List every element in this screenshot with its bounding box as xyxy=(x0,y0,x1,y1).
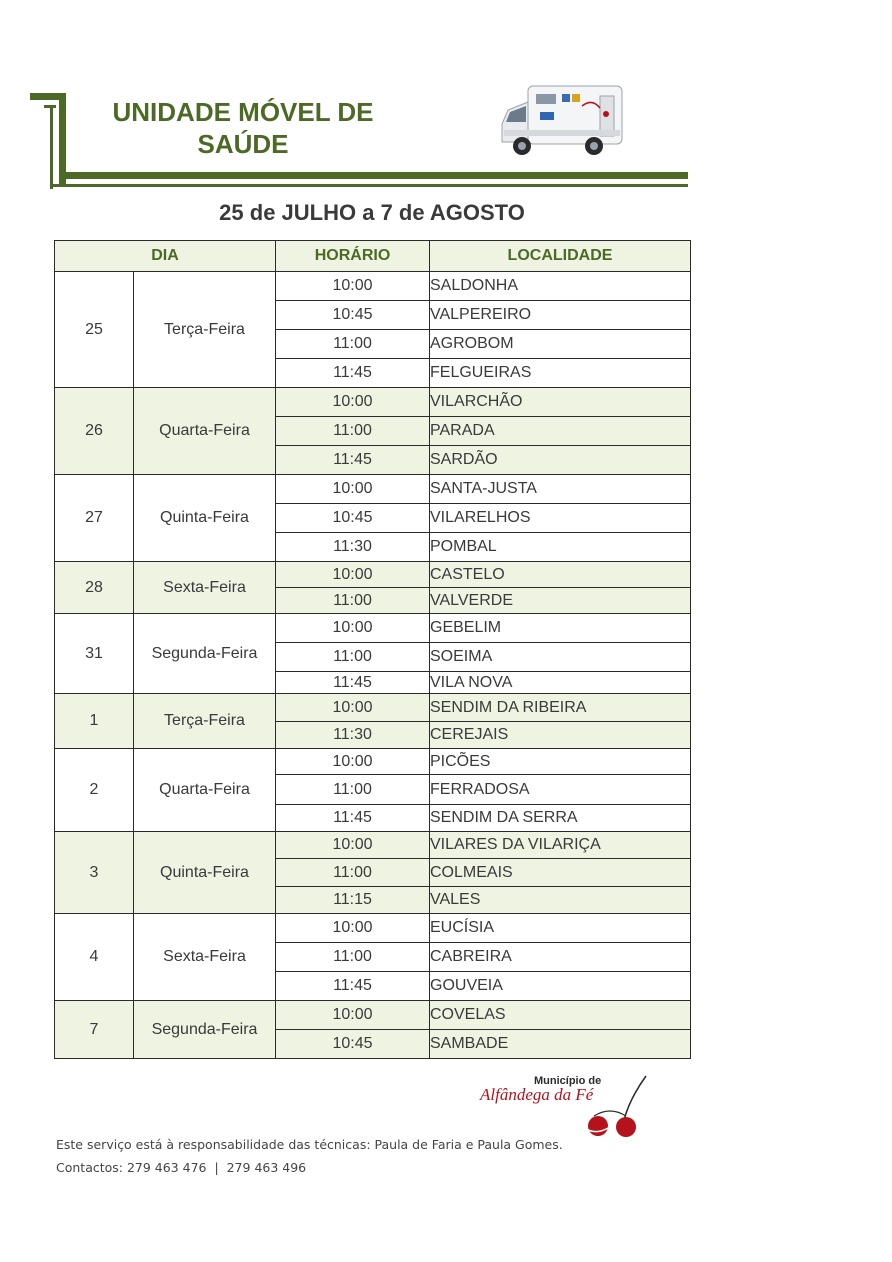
header-frame-left-inner xyxy=(50,105,53,189)
place-cell: GEBELIM xyxy=(430,614,691,643)
weekday: Segunda-Feira xyxy=(134,1001,276,1059)
weekday: Quinta-Feira xyxy=(134,475,276,562)
day-number: 3 xyxy=(55,832,134,914)
place-cell: FELGUEIRAS xyxy=(430,359,691,388)
weekday: Quinta-Feira xyxy=(134,832,276,914)
time-cell: 11:00 xyxy=(276,330,430,359)
weekday: Segunda-Feira xyxy=(134,614,276,694)
place-cell: COVELAS xyxy=(430,1001,691,1030)
weekday: Sexta-Feira xyxy=(134,562,276,614)
place-cell: SENDIM DA SERRA xyxy=(430,805,691,832)
place-cell: CEREJAIS xyxy=(430,722,691,749)
time-cell: 10:45 xyxy=(276,504,430,533)
place-cell: POMBAL xyxy=(430,533,691,562)
footer-contacts: Contactos: 279 463 476 | 279 463 496 xyxy=(56,1160,307,1175)
header-frame-bottom-outer xyxy=(59,172,688,179)
time-cell: 11:30 xyxy=(276,533,430,562)
table-row xyxy=(55,388,691,417)
time-cell: 11:00 xyxy=(276,588,430,614)
time-cell: 10:00 xyxy=(276,749,430,775)
time-cell: 11:00 xyxy=(276,643,430,672)
day-number: 26 xyxy=(55,388,134,475)
place-cell: VILARCHÃO xyxy=(430,388,691,417)
time-cell: 10:45 xyxy=(276,301,430,330)
mobile-health-van-image xyxy=(500,82,626,158)
table-row xyxy=(55,475,691,504)
time-cell: 11:45 xyxy=(276,359,430,388)
document-title-line2: SAÚDE xyxy=(197,129,289,159)
day-number: 7 xyxy=(55,1001,134,1059)
place-cell: VALVERDE xyxy=(430,588,691,614)
time-cell: 11:45 xyxy=(276,805,430,832)
place-cell: CABREIRA xyxy=(430,943,691,972)
place-cell: SOEIMA xyxy=(430,643,691,672)
place-cell: SENDIM DA RIBEIRA xyxy=(430,694,691,722)
time-cell: 10:45 xyxy=(276,1030,430,1059)
time-cell: 10:00 xyxy=(276,388,430,417)
place-cell: CASTELO xyxy=(430,562,691,588)
weekday: Terça-Feira xyxy=(134,272,276,388)
footer-responsibility: Este serviço está à responsabilidade das técnicas: Paula de Faria e Paula Gomes. xyxy=(56,1137,563,1152)
time-cell: 11:00 xyxy=(276,417,430,446)
table-row xyxy=(55,614,691,643)
place-cell: VILA NOVA xyxy=(430,672,691,694)
time-cell: 11:00 xyxy=(276,775,430,805)
place-cell: EUCÍSIA xyxy=(430,914,691,943)
logo-line1: Município de xyxy=(534,1075,602,1087)
schedule-table xyxy=(54,240,691,1059)
document-title-line1: UNIDADE MÓVEL DE xyxy=(112,97,374,127)
place-cell: FERRADOSA xyxy=(430,775,691,805)
day-number: 31 xyxy=(55,614,134,694)
place-cell: PICÕES xyxy=(430,749,691,775)
time-cell: 10:00 xyxy=(276,1001,430,1030)
weekday: Quarta-Feira xyxy=(134,749,276,832)
table-row xyxy=(55,914,691,943)
place-cell: SANTA-JUSTA xyxy=(430,475,691,504)
schedule-body xyxy=(55,272,691,1059)
place-cell: GOUVEIA xyxy=(430,972,691,1001)
time-cell: 10:00 xyxy=(276,272,430,301)
place-cell: VALPEREIRO xyxy=(430,301,691,330)
time-cell: 10:00 xyxy=(276,694,430,722)
day-number: 28 xyxy=(55,562,134,614)
place-cell: VALES xyxy=(430,887,691,914)
time-cell: 11:00 xyxy=(276,943,430,972)
logo-line2: Alfândega da Fé xyxy=(480,1085,594,1104)
time-cell: 10:00 xyxy=(276,832,430,859)
place-cell: VILARES DA VILARIÇA xyxy=(430,832,691,859)
municipality-logo xyxy=(478,1072,658,1138)
time-cell: 10:00 xyxy=(276,562,430,588)
day-number: 2 xyxy=(55,749,134,832)
header-dia: DIA xyxy=(55,241,276,272)
table-row xyxy=(55,562,691,588)
place-cell: PARADA xyxy=(430,417,691,446)
header-localidade: LOCALIDADE xyxy=(430,241,691,272)
place-cell: SARDÃO xyxy=(430,446,691,475)
table-row xyxy=(55,832,691,859)
time-cell: 11:00 xyxy=(276,859,430,887)
table-header-row xyxy=(55,241,691,272)
table-row xyxy=(55,749,691,775)
table-row xyxy=(55,272,691,301)
day-number: 4 xyxy=(55,914,134,1001)
weekday: Quarta-Feira xyxy=(134,388,276,475)
time-cell: 10:00 xyxy=(276,614,430,643)
weekday: Terça-Feira xyxy=(134,694,276,749)
place-cell: VILARELHOS xyxy=(430,504,691,533)
place-cell: SALDONHA xyxy=(430,272,691,301)
time-cell: 10:00 xyxy=(276,914,430,943)
schedule-period: 25 de JULHO a 7 de AGOSTO xyxy=(219,200,525,225)
time-cell: 11:30 xyxy=(276,722,430,749)
day-number: 27 xyxy=(55,475,134,562)
place-cell: COLMEAIS xyxy=(430,859,691,887)
place-cell: SAMBADE xyxy=(430,1030,691,1059)
weekday: Sexta-Feira xyxy=(134,914,276,1001)
table-row xyxy=(55,694,691,722)
time-cell: 11:15 xyxy=(276,887,430,914)
time-cell: 11:45 xyxy=(276,446,430,475)
document-title xyxy=(98,96,388,160)
time-cell: 11:45 xyxy=(276,972,430,1001)
day-number: 25 xyxy=(55,272,134,388)
place-cell: AGROBOM xyxy=(430,330,691,359)
time-cell: 10:00 xyxy=(276,475,430,504)
header-frame-bottom-inner xyxy=(50,184,688,187)
day-number: 1 xyxy=(55,694,134,749)
time-cell: 11:45 xyxy=(276,672,430,694)
table-row xyxy=(55,1001,691,1030)
header-horario: HORÁRIO xyxy=(276,241,430,272)
